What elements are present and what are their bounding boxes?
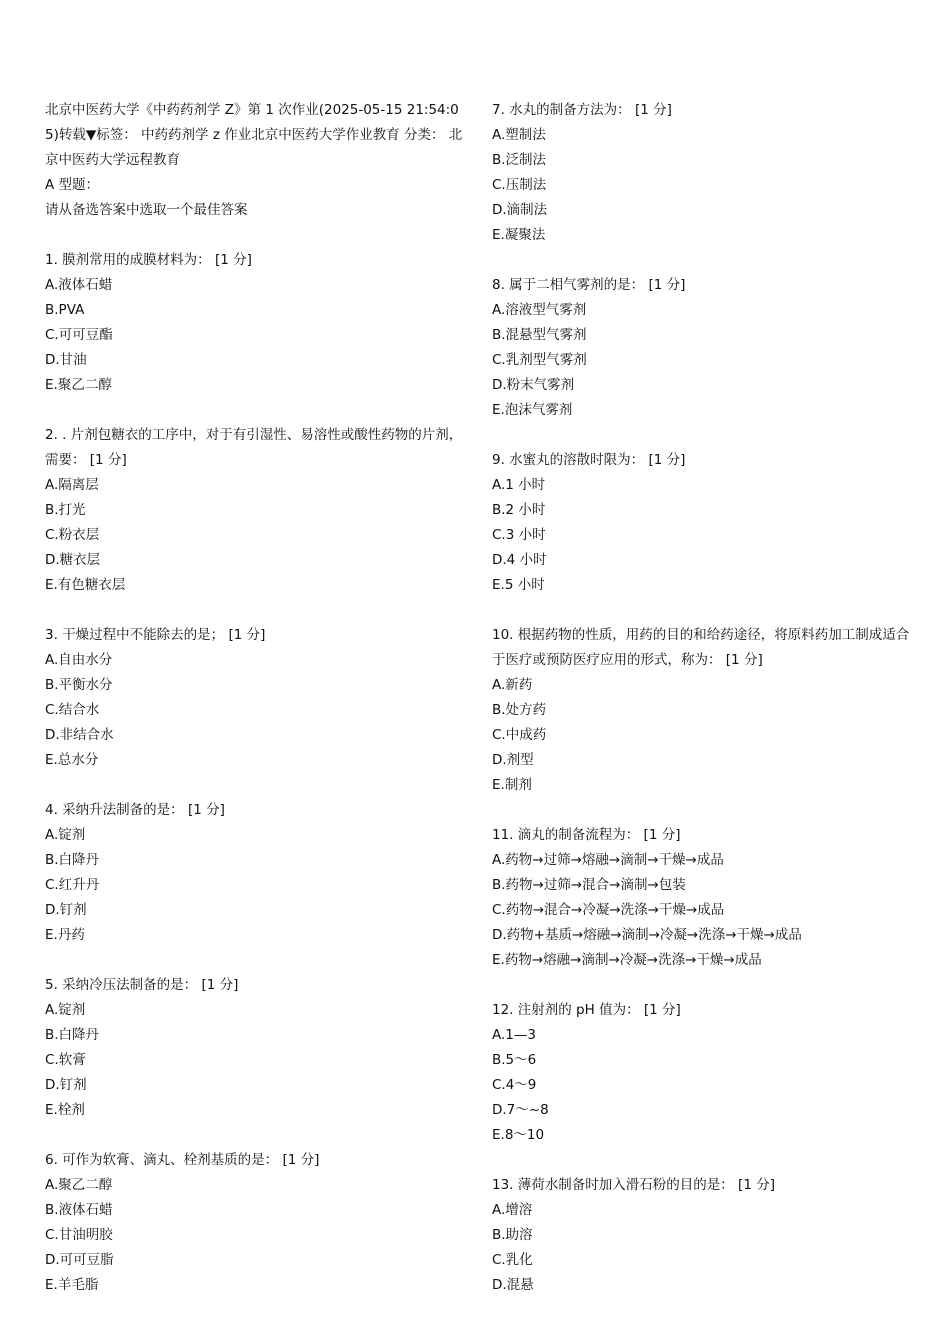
option-d: D.甘油 (45, 352, 87, 368)
option-c: C.药物→混合→冷凝→洗涤→干燥→成品 (492, 902, 725, 918)
option-b: B.平衡水分 (45, 677, 113, 693)
option-a: A.溶液型气雾剂 (492, 302, 587, 318)
question-13 (492, 1173, 912, 1298)
question-stem: 7. 水丸的制备方法为： [1 分] (492, 102, 672, 118)
option-b: B.泛制法 (492, 152, 547, 168)
option-e: E.8～10 (492, 1127, 545, 1143)
option-c: C.4～9 (492, 1077, 537, 1093)
question-9 (492, 448, 912, 598)
question-2 (45, 423, 465, 598)
option-b: B.药物→过筛→混合→滴制→包装 (492, 877, 686, 893)
option-b: B.液体石蜡 (45, 1202, 113, 1218)
question-4 (45, 798, 465, 948)
option-d: D.滴制法 (492, 202, 548, 218)
option-e: E.丹药 (45, 927, 85, 943)
question-stem: 8. 属于二相气雾剂的是： [1 分] (492, 277, 686, 293)
option-b: B.打光 (45, 502, 86, 518)
question-stem: 2. . 片剂包糖衣的工序中，对于有引湿性、易溶性或酸性药物的片剂，需要： [1 分] (45, 427, 463, 468)
right-column (492, 98, 912, 1298)
option-b: B.白降丹 (45, 1027, 100, 1043)
option-a: A.1—3 (492, 1027, 536, 1043)
option-d: D.药物+基质→熔融→滴制→冷凝→洗涤→干燥→成品 (492, 927, 802, 943)
option-d: D.粉末气雾剂 (492, 377, 575, 393)
option-c: C.红升丹 (45, 877, 100, 893)
option-c: C.粉衣层 (45, 527, 100, 543)
option-d: D.剂型 (492, 752, 534, 768)
option-c: C.3 小时 (492, 527, 546, 543)
left-column (45, 98, 465, 1298)
instruction-text: 请从备选答案中选取一个最佳答案 (45, 202, 248, 218)
option-e: E.5 小时 (492, 577, 545, 593)
option-b: B.5～6 (492, 1052, 537, 1068)
option-a: A.液体石蜡 (45, 277, 113, 293)
option-e: E.泡沫气雾剂 (492, 402, 573, 418)
option-c: C.压制法 (492, 177, 547, 193)
option-e: E.有色糖衣层 (45, 577, 126, 593)
option-d: D.非结合水 (45, 727, 114, 743)
option-e: E.总水分 (45, 752, 99, 768)
option-d: D.混悬 (492, 1277, 534, 1293)
option-a: A.增溶 (492, 1202, 533, 1218)
question-stem: 9. 水蜜丸的溶散时限为： [1 分] (492, 452, 686, 468)
question-11 (492, 823, 912, 973)
question-10 (492, 623, 912, 798)
option-d: D.糖衣层 (45, 552, 101, 568)
question-stem: 1. 膜剂常用的成膜材料为： [1 分] (45, 252, 252, 268)
option-e: E.凝聚法 (492, 227, 546, 243)
document-header: 北京中医药大学《中药药剂学 Z》第 1 次作业(2025-05-15 21:54:05)转载▼标签： 中药药剂学 z 作业北京中医药大学作业教育 分类： 北京中医药大学远程教育 (45, 102, 463, 168)
question-stem: 5. 采纳冷压法制备的是： [1 分] (45, 977, 239, 993)
question-3 (45, 623, 465, 773)
question-5 (45, 973, 465, 1123)
spacer (45, 223, 465, 248)
option-a: A.聚乙二醇 (45, 1177, 113, 1193)
option-b: B.白降丹 (45, 852, 100, 868)
option-b: B.PVA (45, 302, 85, 318)
option-d: D.可可豆脂 (45, 1252, 114, 1268)
option-c: C.软膏 (45, 1052, 86, 1068)
question-stem: 6. 可作为软膏、滴丸、栓剂基质的是： [1 分] (45, 1152, 320, 1168)
option-e: E.羊毛脂 (45, 1277, 99, 1293)
option-a: A.新药 (492, 677, 533, 693)
question-type-label: A 型题： (45, 177, 100, 193)
option-c: C.甘油明胶 (45, 1227, 113, 1243)
question-stem: 4. 采纳升法制备的是： [1 分] (45, 802, 225, 818)
option-a: A.药物→过筛→熔融→滴制→干燥→成品 (492, 852, 724, 868)
option-a: A.1 小时 (492, 477, 546, 493)
question-stem: 12. 注射剂的 pH 值为： [1 分] (492, 1002, 681, 1018)
option-d: D.钉剂 (45, 1077, 87, 1093)
option-b: B.助溶 (492, 1227, 533, 1243)
option-d: D.钉剂 (45, 902, 87, 918)
question-12 (492, 998, 912, 1148)
option-c: C.乳剂型气雾剂 (492, 352, 587, 368)
option-e: E.制剂 (492, 777, 532, 793)
option-d: D.4 小时 (492, 552, 547, 568)
option-a: A.锭剂 (45, 827, 86, 843)
question-stem: 11. 滴丸的制备流程为： [1 分] (492, 827, 681, 843)
option-a: A.锭剂 (45, 1002, 86, 1018)
option-b: B.处方药 (492, 702, 547, 718)
question-8 (492, 273, 912, 423)
option-c: C.中成药 (492, 727, 547, 743)
option-b: B.混悬型气雾剂 (492, 327, 587, 343)
option-c: C.结合水 (45, 702, 100, 718)
option-c: C.可可豆酯 (45, 327, 113, 343)
option-a: A.塑制法 (492, 127, 546, 143)
option-d: D.7～~8 (492, 1102, 549, 1118)
question-6 (45, 1148, 465, 1298)
question-1 (45, 248, 465, 398)
question-stem: 10. 根据药物的性质，用药的目的和给药途径，将原料药加工制成适合于医疗或预防医疗应用的形式，称为： [1 分] (492, 627, 910, 668)
question-7 (492, 98, 912, 248)
option-e: E.药物→熔融→滴制→冷凝→洗涤→干燥→成品 (492, 952, 762, 968)
option-b: B.2 小时 (492, 502, 546, 518)
option-a: A.自由水分 (45, 652, 113, 668)
option-c: C.乳化 (492, 1252, 533, 1268)
option-a: A.隔离层 (45, 477, 99, 493)
option-e: E.聚乙二醇 (45, 377, 112, 393)
option-e: E.栓剂 (45, 1102, 85, 1118)
question-stem: 3. 干燥过程中不能除去的是； [1 分] (45, 627, 266, 643)
question-stem: 13. 薄荷水制备时加入滑石粉的目的是： [1 分] (492, 1177, 775, 1193)
